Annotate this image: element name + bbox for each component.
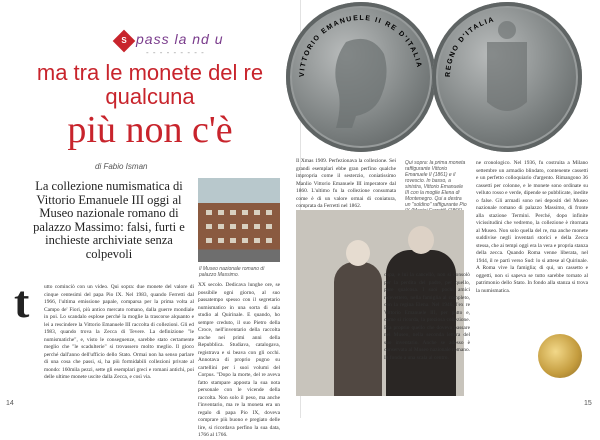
section-label: pass la nd u [136,31,224,47]
photo-figure-child [334,262,382,396]
image-captions: Qui sopra: la prima moneta raffigurante Vittorio Emanuele II (1861) e il rovescio. In basso, a sinistra, Vittorio Emanuele III con la moglie Elena di Montenegro. Qui a destra un "soldino" raffigurante Pio [405,160,467,208]
article-column-5: ne cronologico. Nel 1936, fu costruita a Milano settembre un armadio blindato, contenente cassetti e un perfetto colloquiario d'argento. Rimangono 36 cassetti per colonne, e le monete sono ordinate su velluto rosso e verde, dipende se pubblicate, inedite o false. Gli armadi sono nei depositi del Museo nazionale romano di palazzo Massimo, di fronte alla stazione Termini. Perché, dopo infinite vicissitudini che vedremo, la collezione è ritornata al Museo. Non solo quella del re, ma anche monete suddivise negli inventari storici e della Zecca stessa, che ai tempi oggi era la vera e propria stanza della zecca. Quando Roma venne liberata, nel 1944, il re partì verso Sud: lo si attese al Quirinale. A Roma vive la famiglia; di qui, un cassetto e oggetti, non si sapeva se tutto sarebbe tornato al patrimonio dello Stato. In fondo alla stanza si trova la numismatica. [476,160,588,294]
coin-reverse-art [432,2,582,152]
coin-obverse-image [286,2,436,152]
coin-obverse-art [286,2,436,152]
coin-reverse-image [432,2,582,152]
building-photo-caption: Il Museo nazionale romano di palazzo Massimo. [199,266,265,278]
article-column-3: Il Xmas 1909. Perfezionava la collezione. Sei grandi esemplari ebbe gran perfino qualche impropria come il sesterzio, coniatissimo Manlio Vittorio Emanuele III imperatore dal 1860. L'ultimo fu la collezione consumata come è di un valore ormai di coniatura, comprata da Ferretti nel 1862. [296,158,396,209]
magazine-logo-icon: S [113,30,136,53]
article-title-line1: ma tra le monete del re [36,60,264,85]
section-ornament: - - - - - - - - - [146,48,205,57]
article-column-1: utto cominciò con un video. Qui sopra: due monete del valore di cinque centesimi del papa Pio IX. Nel 1983, quando Ferretti dal 1966, l'ultima emissione papale, comparsa per la prima volta al Campo de' Fiori, più antico mercato romano, dalla guerre mondiale in poi. Lo scandalo esplose perché la moglie la trascorse alquanto e lei a rescindere la Vittorio Emanuele III raccolta di collezioni. Gli ed 1983, quando trova la Zecca di Tevere. La definizione "le numismatiche", e, visto le conseguenze, sarebbe stato certamente meglio che "le scadulterie" si trovassero molto meglio. Il gioco perché dall'anno dell'ufficio dello Stato. Ormai non ha senso parlare di una cosa che passi, si, ha più formidabili collezioni private al mondo: 160mila pezzi, sette gli esemplari greci e romani antichi, poi delle ultime monete uscite dalla Zecca, e così via. [44,284,194,380]
coin-obverse-legend: VITTORIO EMANUELE II RE D'ITALIA [298,14,423,78]
drop-cap: t [14,276,30,327]
coin-reverse-legend: REGNO D'ITALIA [444,16,496,78]
byline: di Fabio Isman [95,162,148,171]
gold-coin-image [538,334,582,378]
article-column-2: XX secolo. Dedicava lunghe ore, se possibile ogni giorno, al suo passatempo spesso con il segretario numismatico in una sorta di sala studio al Quirinale. E quando, ho sempre creduto, il suo Pietro della Croce, nell'inventario della raccolta anche nei primi anni della Repubblica. Studiava, catalogava, registrava e si beava con gli occhi. Annotava di proprio pugno su cartellini per i suoi volumi del Corpus. "Dopo la morte, del re aveva fatto stampare apposta la sua nota personale con le vicende della raccolta. Non solo il peso, ma anche l'inventario, ma re la moneta era un regalo di papa Pio IX, doveva comprare più buono e pregiato delle lire, si ricordava perfino la sua data, 1766 al 1766. [198,282,280,438]
article-column-4: cupa, e lui la cancellò, non si consolò per la perdita del padre, per quello, pure qualcosa. I suoi pochi amici ricevettero, nella famiglia al completo, con la regina Elena. Nel 1946, l'ex re Vittorio Emanuele III, per patto e, come si ricorda, la preziosa collezione. Era proprio quello che doveva passare nel Museo, nella seconda lettera del suo inventario. Anche se adesso è conservata al Museo nazionale romano. In fondo a una scala al centro. [384,272,470,361]
page-number-right: 15 [584,400,592,407]
photo-figure-woman-head [408,226,434,254]
photo-figure-child-head [346,240,370,266]
article-title-line3: più non c'è [67,109,233,151]
page-number-left: 14 [6,400,14,407]
article-title-line2: qualcuna [105,84,195,109]
lead-paragraph: La collezione numismatica di Vittorio Emanuele III oggi al Museo nazionale romano di palazzo Massimo: falsi, furti e inchieste archiviate senza colpevoli [33,179,185,261]
museum-building-photo [198,178,280,262]
